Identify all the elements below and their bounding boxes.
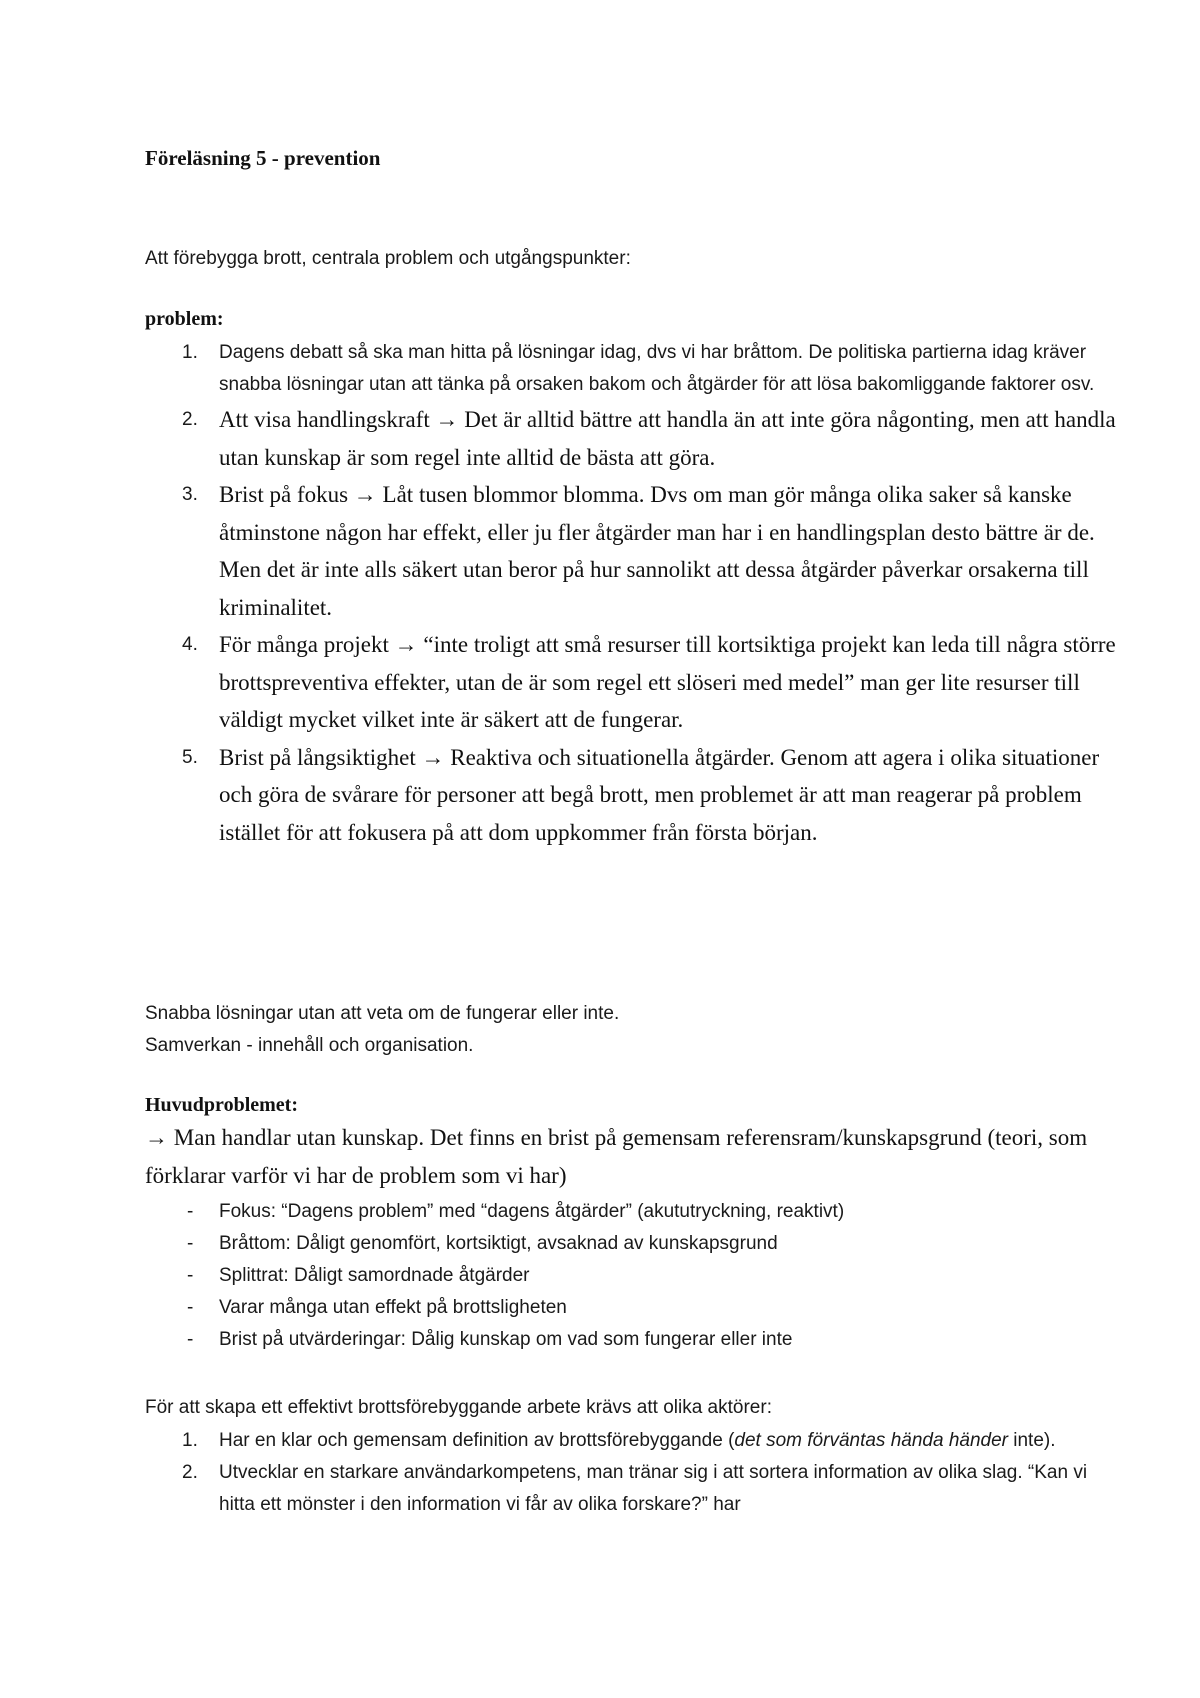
list-dash: - xyxy=(187,1201,194,1222)
actors-list xyxy=(145,1425,1120,1521)
list-number: 1. xyxy=(182,1430,198,1451)
list-item xyxy=(145,1260,1120,1292)
list-item-text: Dagens debatt så ska man hitta på lösningar idag, dvs vi har bråttom. De politiska partierna idag kräver snabba lösningar utan att tänka på orsaken bakom och åtgärder för att lösa bakomliggande faktorer osv. xyxy=(219,342,1095,395)
list-item xyxy=(145,626,1120,739)
problem-heading: problem: xyxy=(145,308,224,330)
list-number: 2. xyxy=(182,1462,198,1483)
list-dash: - xyxy=(187,1297,194,1318)
list-item xyxy=(145,1457,1120,1521)
list-dash: - xyxy=(187,1233,194,1254)
list-item xyxy=(145,1196,1120,1228)
list-item-text: Splittrat: Dåligt samordnade åtgärder xyxy=(219,1265,530,1286)
list-item-text: Utvecklar en starkare användarkompetens, man tränar sig i att sortera information av olika slag. “Kan vi hitta ett mönster i den information vi får av olika forskare?” har xyxy=(219,1462,1088,1515)
list-number: 1. xyxy=(182,342,198,363)
list-item xyxy=(145,1292,1120,1324)
list-item-text: Brist på utvärderingar: Dålig kunskap om vad som fungerar eller inte xyxy=(219,1329,793,1350)
list-item-text: Brist på långsiktighet → Reaktiva och situationella åtgärder. Genom att agera i olika situationer och göra de svårare för personer att begå brott, men problemet är att man reagerar på problem istället för att fokusera på att dom uppkommer från första början. xyxy=(219,744,1100,845)
actors-intro: För att skapa ett effektivt brottsförebyggande arbete krävs att olika aktörer: xyxy=(145,1397,772,1418)
list-item xyxy=(145,739,1120,852)
main-problem-text: → Man handlar utan kunskap. Det finns en brist på gemensam referensram/kunskapsgrund (teori, som förklarar varför vi har de problem som vi har) xyxy=(145,1125,1088,1188)
text-segment: Har en klar och gemensam definition av brottsförebyggande ( xyxy=(219,1430,735,1451)
problem-list xyxy=(145,337,1120,851)
list-item-text: Brist på fokus → Låt tusen blommor blomma. Dvs om man gör många olika saker så kanske åtminstone någon har effekt, eller ju fler åtgärder man har i en handlingsplan desto bättre är de. Men det är inte alls säkert utan beror på hur sannolikt att dessa åtgärder påverkar orsakerna till kriminalitet. xyxy=(219,482,1095,620)
list-item xyxy=(145,1228,1120,1260)
list-dash: - xyxy=(187,1329,194,1350)
list-number: 3. xyxy=(182,484,198,505)
list-item xyxy=(145,401,1120,476)
list-item xyxy=(145,476,1120,626)
list-number: 2. xyxy=(182,409,198,430)
list-item xyxy=(145,1425,1120,1457)
note-line: Samverkan - innehåll och organisation. xyxy=(145,1035,474,1056)
emphasized-text: det som förväntas hända händer xyxy=(734,1430,1008,1451)
list-dash: - xyxy=(187,1265,194,1286)
list-item xyxy=(145,1324,1120,1356)
list-item-text xyxy=(219,1430,1056,1451)
main-problem-heading: Huvudproblemet: xyxy=(145,1094,298,1116)
bullet-list xyxy=(145,1196,1120,1356)
list-item-text: Att visa handlingskraft → Det är alltid bättre att handla än att inte göra någonting, men att handla utan kunskap är som regel inte alltid de bästa att göra. xyxy=(219,407,1116,470)
list-item-text: Bråttom: Dåligt genomfört, kortsiktigt, avsaknad av kunskapsgrund xyxy=(219,1233,778,1254)
list-item-text: Fokus: “Dagens problem” med “dagens åtgärder” (akututryckning, reaktivt) xyxy=(219,1201,845,1222)
list-item-text: Varar många utan effekt på brottsligheten xyxy=(219,1297,567,1318)
intro-text: Att förebygga brott, centrala problem och utgångspunkter: xyxy=(145,248,631,269)
list-number: 4. xyxy=(182,634,198,655)
list-item xyxy=(145,337,1120,401)
page-title: Föreläsning 5 - prevention xyxy=(145,146,381,170)
list-number: 5. xyxy=(182,746,198,768)
text-segment: inte). xyxy=(1007,1430,1056,1451)
list-item-text: För många projekt → “inte troligt att små resurser till kortsiktiga projekt kan leda till några större brottspreventiva effekter, utan de är som regel ett slöseri med medel” man ger lite resurser till väldigt mycket vilket inte är säkert att de fungerar. xyxy=(219,632,1116,732)
note-line: Snabba lösningar utan att veta om de fungerar eller inte. xyxy=(145,1003,620,1024)
